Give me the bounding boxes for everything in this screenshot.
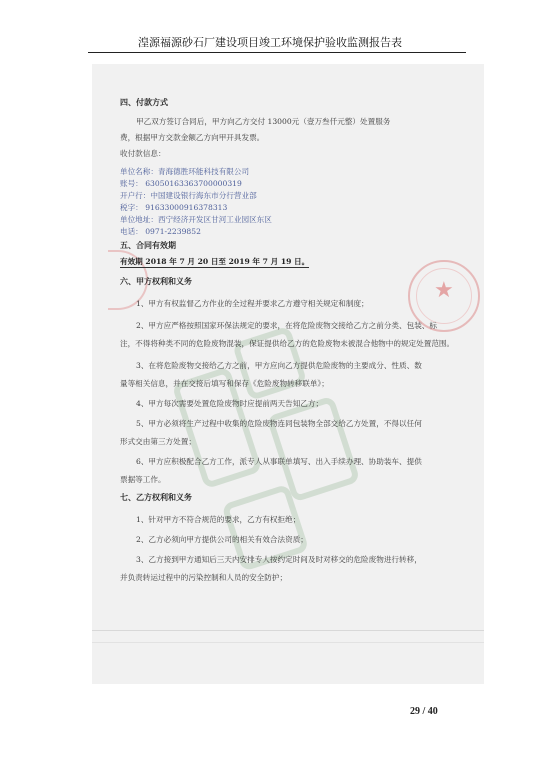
section6-item2-line1: 2、甲方应严格按照国家环保法规定的要求，在将危险废物交接给乙方之前分类、包装、标 xyxy=(136,321,437,330)
bank-account: 账号： 63050163363700000319 xyxy=(120,179,242,188)
scan-bottom-line-secondary xyxy=(92,642,484,643)
section4-line1: 甲乙双方签订合同后，甲方向乙方交付 13000元（壹万叁仟元整）处置服务 xyxy=(136,117,391,126)
section7-item1: 1、针对甲方不符合规范的要求，乙方有权拒绝； xyxy=(136,515,301,524)
section6-item3-line2: 量等相关信息，并在交接后填写和保存《危险废物转移联单》； xyxy=(120,379,329,388)
report-header-title: 湟源福源砂石厂建设项目竣工环境保护验收监测报告表 xyxy=(138,36,402,49)
unit-address: 单位地址：西宁经济开发区甘河工业园区东区 xyxy=(120,215,272,224)
bank-unit-name: 单位名称：青海德胜环能科技有限公司 xyxy=(120,167,250,176)
seal-star-icon: ★ xyxy=(434,278,454,303)
tax-number: 税字： 91633000916378313 xyxy=(120,203,228,212)
header-divider xyxy=(88,52,466,53)
phone-number: 电话： 0971-2239852 xyxy=(120,227,201,236)
section6-item6-line1: 6、甲方应积极配合乙方工作，派专人从事联单填写、出入手续办理、协助装车、提供 xyxy=(136,457,422,466)
section7-title: 七、乙方权利和义务 xyxy=(120,493,192,502)
scan-bottom-line xyxy=(92,630,484,631)
section4-title: 四、付款方式 xyxy=(120,98,168,107)
contract-validity-period: 有效期 2018 年 7 月 20 日至 2019 年 7 月 19 日。 xyxy=(120,257,310,266)
section5-title: 五、合同有效期 xyxy=(120,241,176,250)
section6-item1: 1、甲方有权监督乙方作业的全过程并要求乙方遵守相关规定和制度； xyxy=(136,299,369,308)
receive-info-label: 收付款信息： xyxy=(120,149,166,158)
bank-name: 开户行：中国建设银行海东市分行营业部 xyxy=(120,191,257,200)
section6-item5-line1: 5、甲方必须将生产过程中收集的危险废物连同包装物全部交给乙方处置，不得以任何 xyxy=(136,419,422,428)
section7-item2: 2、乙方必须向甲方提供公司的相关有效合法资质； xyxy=(136,535,308,544)
section6-item6-line2: 票据等工作。 xyxy=(120,475,166,484)
section7-item3-line2: 并负责转运过程中的污染控制和人员的安全防护； xyxy=(120,573,288,582)
section6-item5-line2: 形式交由第三方处置； xyxy=(120,437,196,446)
section6-title: 六、甲方权利和义务 xyxy=(120,277,192,286)
section6-item2-line2: 注，不得将种类不同的危险废物混装，保证提供给乙方的危险废物未被混合他物中的规定处置范围。 xyxy=(120,339,455,348)
page-number: 29 / 40 xyxy=(410,706,438,717)
section7-item3-line1: 3、乙方接到甲方通知后三天内安排专人按约定时间及时对移交的危险废物进行转移， xyxy=(136,555,422,564)
section6-item3-line1: 3、在将危险废物交接给乙方之前，甲方应向乙方提供危险废物的主要成分、性质、数 xyxy=(136,361,422,370)
section4-line2: 费，根据甲方交款金额乙方向甲开具发票。 xyxy=(120,133,265,142)
section6-item4: 4、甲方每次需要处置危险废物时应提前两天告知乙方； xyxy=(136,399,324,408)
scanned-contract-page xyxy=(92,64,484,684)
green-watermark xyxy=(156,307,420,597)
